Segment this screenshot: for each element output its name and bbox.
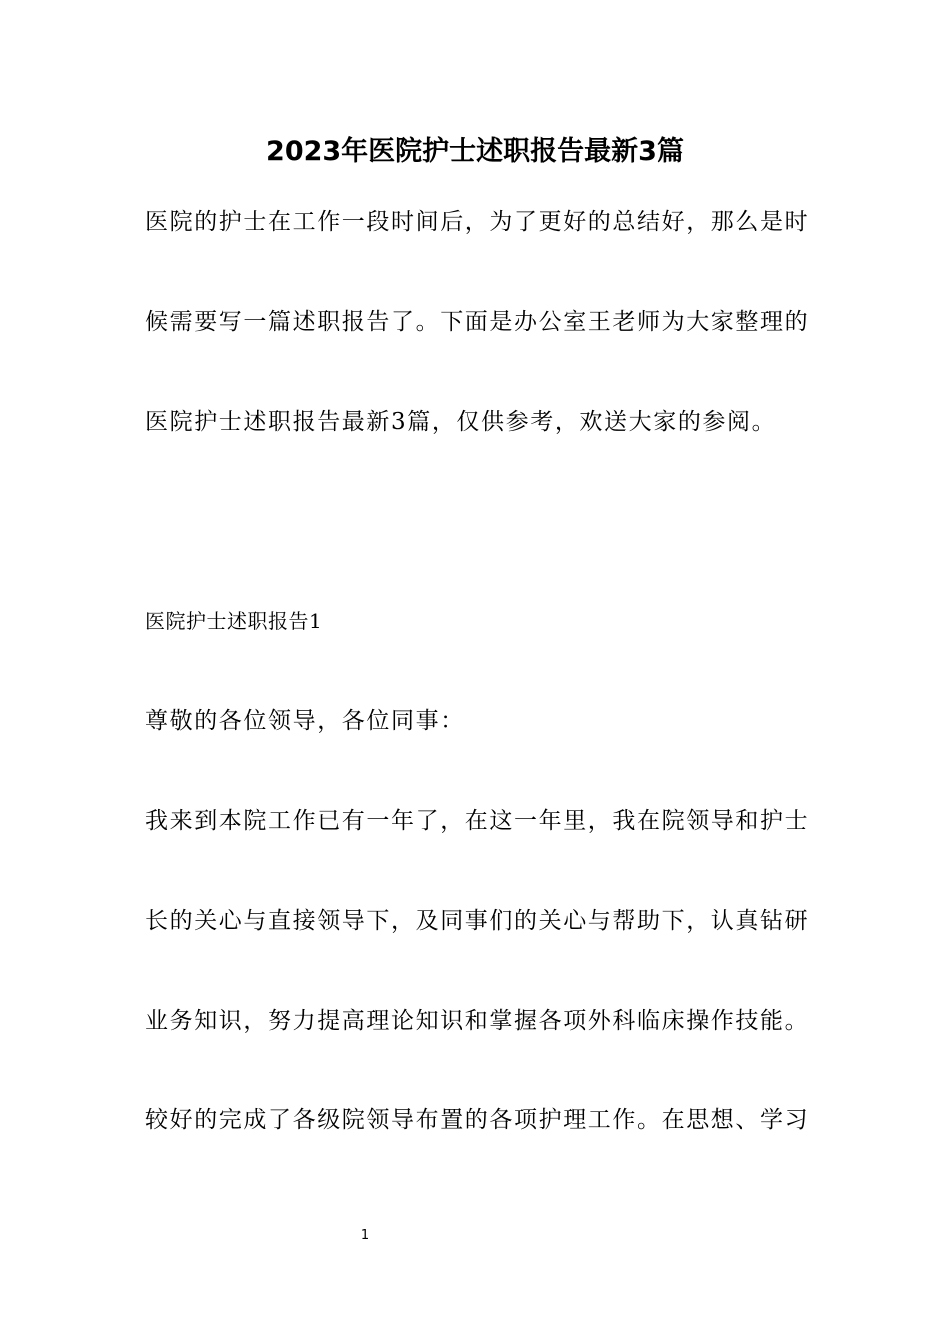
- salutation: 尊敬的各位领导，各位同事：: [145, 708, 465, 734]
- intro-line-1: 医院的护士在工作一段时间后，为了更好的总结好，那么是时: [145, 209, 810, 235]
- page-number: 1: [360, 1228, 370, 1243]
- body-line-3: 业务知识，努力提高理论知识和掌握各项外科临床操作技能。: [145, 1008, 810, 1034]
- section-heading: 医院护士述职报告1: [145, 609, 323, 633]
- intro-line-3: 医院护士述职报告最新3篇，仅供参考，欢送大家的参阅。: [145, 409, 777, 435]
- body-line-4: 较好的完成了各级院领导布置的各项护理工作。在思想、学习: [145, 1107, 810, 1133]
- document-title: 2023年医院护士述职报告最新3篇: [266, 136, 684, 167]
- intro-line-2: 候需要写一篇述职报告了。下面是办公室王老师为大家整理的: [145, 309, 810, 335]
- body-line-2: 长的关心与直接领导下，及同事们的关心与帮助下，认真钻研: [145, 908, 810, 934]
- body-line-1: 我来到本院工作已有一年了，在这一年里，我在院领导和护士: [145, 808, 810, 834]
